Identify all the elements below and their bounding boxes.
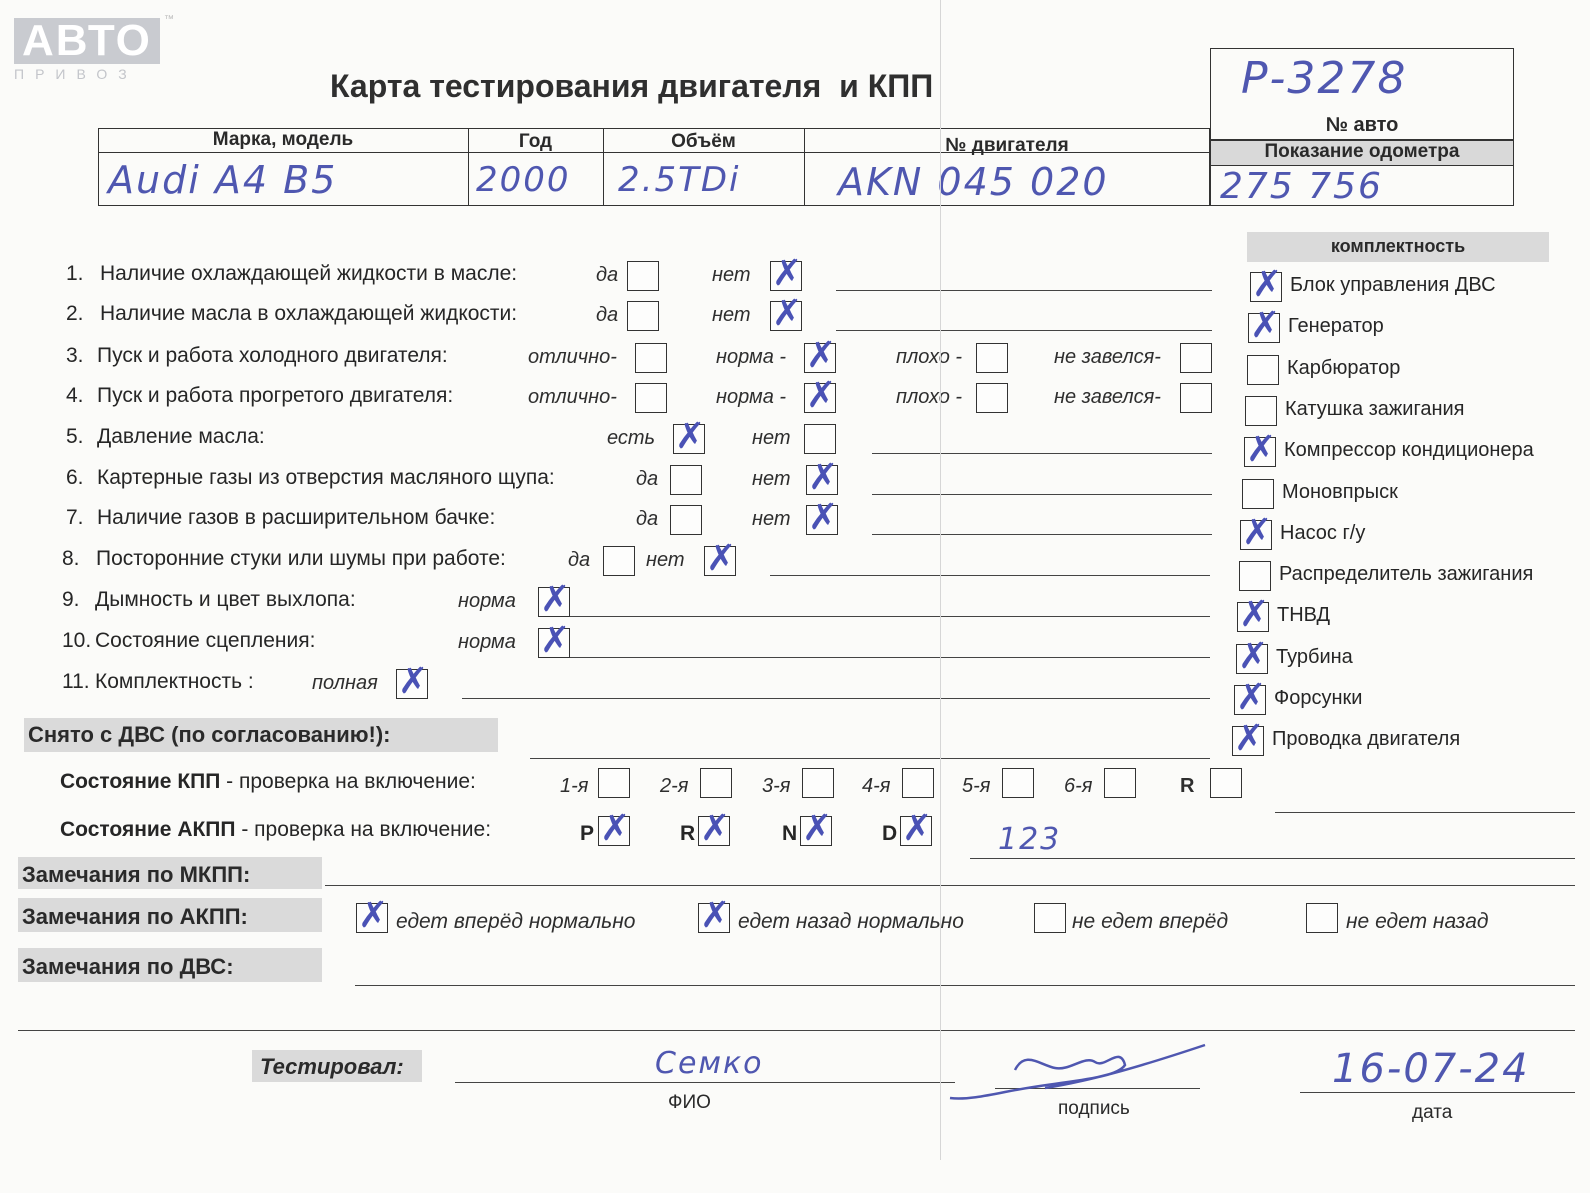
kpp-gear-2-label: 2-я — [660, 775, 689, 797]
check-6-label: Картерные газы из отверстия масляного щупа: — [97, 466, 555, 489]
akpp-remark-4-checkbox[interactable] — [1306, 903, 1338, 933]
check-4-option-3-checkbox[interactable] — [976, 383, 1008, 413]
removed-label: Снято с ДВС (по согласованию!): — [28, 722, 391, 747]
check-4-option-1-checkbox[interactable] — [635, 383, 667, 413]
akpp-mode-4-checkbox-mark: ✗ — [902, 808, 933, 849]
check-1-option-2-checkbox-mark: ✗ — [772, 253, 803, 294]
check-3-num: 3. — [66, 344, 84, 367]
remarks-dvs-line — [355, 985, 1575, 986]
check-7-note-line[interactable] — [872, 534, 1212, 535]
check-4-label: Пуск и работа прогретого двигателя: — [97, 384, 454, 407]
check-2-option-1-checkbox[interactable] — [627, 301, 659, 331]
check-3-option-1-label: отлично- — [528, 346, 617, 368]
check-4-option-3-label: плохо - — [896, 386, 963, 408]
check-8-note-line[interactable] — [770, 575, 1210, 576]
check-3-option-2-label: норма - — [716, 346, 787, 368]
col-header-engine: № двигателя — [945, 135, 1069, 156]
sign-label: подпись — [1058, 1098, 1130, 1119]
check-7-option-1-label: да — [636, 508, 659, 530]
completeness-item-5-checkbox-mark: ✗ — [1246, 429, 1277, 471]
remarks-mkpp-label: Замечания по МКПП: — [22, 862, 251, 887]
check-9-note-line[interactable] — [570, 616, 1210, 617]
check-3-option-3-label: плохо - — [896, 346, 963, 368]
col-header-model: Марка, модель — [212, 129, 354, 150]
col-header-volume: Объём — [671, 131, 736, 152]
check-9-option-1-checkbox[interactable] — [538, 579, 571, 620]
check-6-option-2-checkbox[interactable] — [806, 457, 839, 498]
completeness-item-12-checkbox-mark: ✗ — [1234, 718, 1265, 760]
akpp-remark-1-label: едет вперёд нормально — [396, 910, 636, 933]
check-5-option-1-checkbox[interactable] — [673, 416, 706, 457]
check-5-label: Давление масла: — [97, 425, 265, 448]
kpp-gear-6-label: 6-я — [1064, 775, 1093, 797]
value-model: Audi A4 B5 — [108, 158, 338, 202]
check-1-option-2-checkbox[interactable] — [770, 253, 803, 294]
akpp-remark-3-checkbox[interactable] — [1034, 903, 1066, 933]
check-9-label: Дымность и цвет выхлопа: — [95, 588, 356, 611]
completeness-item-9-label: ТНВД — [1277, 604, 1331, 627]
akpp-remark-3-label: не едет вперёд — [1072, 910, 1229, 933]
check-8-label: Посторонние стуки или шумы при работе: — [96, 547, 506, 570]
akpp-label-bold: Состояние АКПП — [60, 818, 236, 841]
check-11-option-1-checkbox[interactable] — [396, 661, 429, 702]
akpp-mode-1-label: P — [580, 822, 595, 845]
completeness-item-7-label: Насос г/у — [1280, 521, 1366, 544]
akpp-line — [970, 858, 1575, 859]
check-8-option-1-checkbox[interactable] — [603, 546, 635, 576]
completeness-item-11-checkbox-mark: ✗ — [1236, 677, 1267, 718]
check-10-label: Состояние сцепления: — [95, 629, 316, 652]
check-8-option-2-label: нет — [646, 549, 685, 571]
completeness-item-1-label: Блок управления ДВС — [1290, 274, 1496, 296]
check-7-option-2-checkbox-mark: ✗ — [808, 497, 839, 538]
check-1-option-1-checkbox[interactable] — [627, 261, 659, 291]
check-2-option-1-label: да — [596, 304, 619, 326]
check-4-num: 4. — [66, 384, 84, 407]
completeness-item-7-checkbox[interactable] — [1240, 511, 1273, 553]
check-1-option-2-label: нет — [712, 264, 751, 286]
check-3-option-4-checkbox[interactable] — [1180, 343, 1212, 373]
check-4-option-2-label: норма - — [716, 386, 787, 408]
completeness-item-4-label: Катушка зажигания — [1285, 397, 1465, 420]
completeness-item-12-checkbox[interactable] — [1232, 718, 1265, 760]
kpp-line — [1275, 812, 1575, 813]
completeness-item-10-label: Турбина — [1276, 645, 1353, 668]
check-6-note-line[interactable] — [872, 494, 1212, 495]
completeness-item-9-checkbox-mark: ✗ — [1239, 594, 1270, 636]
akpp-remark-4-label: не едет назад — [1346, 910, 1489, 933]
akpp-mode-4-checkbox[interactable] — [900, 808, 933, 849]
check-2-label: Наличие масла в охлаждающей жидкости: — [100, 302, 518, 325]
kpp-gear-5-checkbox[interactable] — [1002, 768, 1034, 798]
check-3-option-4-label: не завелся- — [1054, 346, 1161, 368]
completeness-item-12-label: Проводка двигателя — [1272, 728, 1461, 751]
akpp-mode-3-checkbox-mark: ✗ — [802, 808, 833, 849]
logo-sub: ПРИВОЗ — [14, 66, 138, 82]
check-10-num: 10. — [62, 629, 92, 652]
remarks-akpp-label: Замечания по АКПП: — [22, 904, 248, 929]
check-1-num: 1. — [66, 262, 84, 285]
check-8-option-1-label: да — [568, 549, 591, 571]
date-label: дата — [1412, 1102, 1453, 1123]
auto-number-box — [1210, 48, 1514, 140]
completeness-item-1-checkbox-mark: ✗ — [1252, 264, 1283, 305]
akpp-remark-1-checkbox-mark: ✗ — [358, 895, 389, 936]
check-5-option-2-label: нет — [752, 427, 791, 449]
completeness-item-2-label: Генератор — [1288, 315, 1384, 338]
auto-number-label: № авто — [1325, 114, 1399, 136]
completeness-item-2-checkbox[interactable] — [1248, 305, 1281, 347]
akpp-mode-3-checkbox[interactable] — [800, 808, 833, 849]
check-4-option-2-checkbox-mark: ✗ — [806, 375, 837, 416]
completeness-item-8-label: Распределитель зажигания — [1279, 563, 1534, 586]
col-header-odometer: Показание одометра — [1264, 141, 1460, 162]
completeness-item-11-checkbox[interactable] — [1234, 677, 1267, 718]
akpp-remark-1-checkbox[interactable] — [356, 895, 389, 936]
akpp-mode-2-label: R — [680, 822, 696, 845]
check-2-option-2-checkbox[interactable] — [770, 293, 803, 334]
akpp-label-rest: - проверка на включение: — [235, 818, 492, 841]
completeness-item-6-label: Моновпрыск — [1282, 480, 1398, 503]
akpp-note: 123 — [998, 822, 1062, 857]
check-5-num: 5. — [66, 425, 84, 448]
kpp-gear-1-checkbox[interactable] — [598, 768, 630, 798]
kpp-gear-7-checkbox[interactable] — [1210, 768, 1242, 798]
check-3-option-2-checkbox-mark: ✗ — [806, 335, 837, 376]
completeness-item-5-checkbox[interactable] — [1244, 429, 1277, 471]
kpp-gear-6-checkbox[interactable] — [1104, 768, 1136, 798]
check-1-option-1-label: да — [596, 264, 619, 286]
completeness-item-9-checkbox[interactable] — [1237, 594, 1270, 636]
akpp-mode-2-checkbox-mark: ✗ — [700, 808, 731, 849]
kpp-label-rest: - проверка на включение: — [220, 770, 476, 793]
check-2-note-line[interactable] — [836, 330, 1212, 331]
check-6-option-2-checkbox-mark: ✗ — [808, 457, 839, 498]
check-3-option-3-checkbox[interactable] — [976, 343, 1008, 373]
logo-main: АВТО — [14, 18, 160, 64]
value-year: 2000 — [476, 160, 571, 200]
check-1-note-line[interactable] — [836, 290, 1212, 291]
completeness-item-1-checkbox[interactable] — [1250, 264, 1283, 305]
kpp-gear-5-label: 5-я — [962, 775, 991, 797]
kpp-gear-3-label: 3-я — [762, 775, 791, 797]
completeness-item-11-label: Форсунки — [1274, 687, 1363, 709]
page-title: Карта тестирования двигателя и КПП — [330, 68, 934, 104]
check-11-option-1-checkbox-mark: ✗ — [398, 661, 429, 702]
kpp-gear-3-checkbox[interactable] — [802, 768, 834, 798]
check-10-option-1-label: норма — [458, 631, 516, 653]
kpp-label-bold: Состояние КПП — [60, 770, 221, 793]
check-8-option-2-checkbox-mark: ✗ — [706, 538, 737, 579]
check-11-note-line[interactable] — [462, 698, 1210, 699]
check-10-option-1-checkbox[interactable] — [538, 620, 571, 661]
tested-label: Тестировал: — [260, 1054, 404, 1079]
check-6-option-1-checkbox[interactable] — [670, 465, 702, 495]
remarks-extra-line — [18, 1030, 1575, 1031]
check-8-num: 8. — [62, 547, 80, 570]
check-7-label: Наличие газов в расширительном бачке: — [97, 506, 496, 529]
check-7-option-2-label: нет — [752, 508, 791, 530]
value-odometer: 275 756 — [1220, 166, 1383, 207]
akpp-label — [60, 818, 491, 842]
completeness-item-4-checkbox[interactable] — [1245, 396, 1277, 426]
fold-line — [940, 0, 941, 1160]
check-3-label: Пуск и работа холодного двигателя: — [97, 344, 448, 367]
logo — [14, 14, 174, 82]
akpp-remark-2-label: едет назад нормально — [738, 910, 964, 933]
date-value: 16-07-24 — [1332, 1046, 1530, 1092]
completeness-item-3-checkbox[interactable] — [1247, 355, 1279, 385]
completeness-item-2-checkbox-mark: ✗ — [1250, 305, 1281, 347]
check-9-option-1-checkbox-mark: ✗ — [540, 579, 571, 620]
auto-number-value: Р-3278 — [1241, 53, 1408, 104]
akpp-mode-3-label: N — [782, 822, 798, 845]
akpp-remark-2-checkbox[interactable] — [698, 895, 731, 936]
completeness-item-5-label: Компрессор кондиционера — [1284, 439, 1534, 462]
check-2-num: 2. — [66, 302, 84, 325]
kpp-gear-2-checkbox[interactable] — [700, 768, 732, 798]
kpp-gear-1-label: 1-я — [560, 775, 589, 797]
check-7-option-2-checkbox[interactable] — [806, 497, 839, 538]
value-volume: 2.5TDi — [618, 160, 741, 200]
akpp-mode-2-checkbox[interactable] — [698, 808, 731, 849]
check-6-num: 6. — [66, 466, 84, 489]
check-6-option-1-label: да — [636, 468, 659, 490]
header-table — [98, 128, 1516, 206]
date-line — [1300, 1092, 1575, 1093]
check-2-option-2-checkbox-mark: ✗ — [772, 293, 803, 334]
check-5-option-1-checkbox-mark: ✗ — [675, 416, 706, 457]
check-10-note-line[interactable] — [570, 657, 1210, 658]
akpp-mode-1-checkbox[interactable] — [598, 808, 631, 849]
check-11-label: Комплектность : — [95, 670, 254, 693]
check-10-option-1-checkbox-mark: ✗ — [540, 620, 571, 661]
check-5-option-1-label: есть — [607, 427, 656, 449]
akpp-mode-1-checkbox-mark: ✗ — [600, 808, 631, 849]
check-7-num: 7. — [66, 506, 84, 529]
kpp-gear-7-label: R — [1180, 775, 1195, 797]
completeness-item-6-checkbox[interactable] — [1242, 479, 1274, 509]
check-4-option-4-checkbox[interactable] — [1180, 383, 1212, 413]
check-5-note-line[interactable] — [872, 453, 1212, 454]
remarks-dvs-label: Замечания по ДВС: — [22, 954, 234, 979]
akpp-remark-2-checkbox-mark: ✗ — [700, 895, 731, 936]
completeness-title: комплектность — [1330, 236, 1466, 256]
check-9-option-1-label: норма — [458, 590, 516, 612]
check-1-label: Наличие охлаждающей жидкости в масле: — [100, 262, 518, 285]
check-3-option-2-checkbox[interactable] — [804, 335, 837, 376]
check-4-option-4-label: не завелся- — [1054, 386, 1161, 408]
completeness-item-8-checkbox[interactable] — [1239, 561, 1271, 591]
check-9-num: 9. — [62, 588, 80, 611]
check-7-option-1-checkbox[interactable] — [670, 505, 702, 535]
check-2-option-2-label: нет — [712, 304, 751, 326]
akpp-mode-4-label: D — [882, 822, 898, 845]
check-11-option-1-label: полная — [312, 672, 378, 694]
value-engine: AKN 045 020 — [838, 160, 1109, 204]
fio-line — [455, 1082, 955, 1083]
check-8-option-2-checkbox[interactable] — [704, 538, 737, 579]
completeness-item-10-checkbox[interactable] — [1236, 635, 1269, 677]
completeness-item-3-label: Карбюратор — [1287, 356, 1401, 379]
fio-label: ФИО — [668, 1092, 711, 1113]
completeness-item-7-checkbox-mark: ✗ — [1242, 511, 1273, 553]
remarks-mkpp-line — [325, 885, 1575, 886]
check-3-option-1-checkbox[interactable] — [635, 343, 667, 373]
fio-value: Семко — [655, 1046, 764, 1081]
check-5-option-2-checkbox[interactable] — [804, 424, 836, 454]
kpp-gear-4-checkbox[interactable] — [902, 768, 934, 798]
check-4-option-2-checkbox[interactable] — [804, 375, 837, 416]
kpp-gear-4-label: 4-я — [862, 775, 891, 797]
check-4-option-1-label: отлично- — [528, 386, 617, 408]
col-header-year: Год — [518, 131, 553, 152]
logo-trademark: ™ — [164, 14, 174, 25]
kpp-label — [60, 770, 476, 794]
check-6-option-2-label: нет — [752, 468, 791, 490]
removed-line — [530, 758, 1210, 759]
check-11-num: 11. — [62, 670, 90, 693]
completeness-item-10-checkbox-mark: ✗ — [1238, 635, 1269, 677]
